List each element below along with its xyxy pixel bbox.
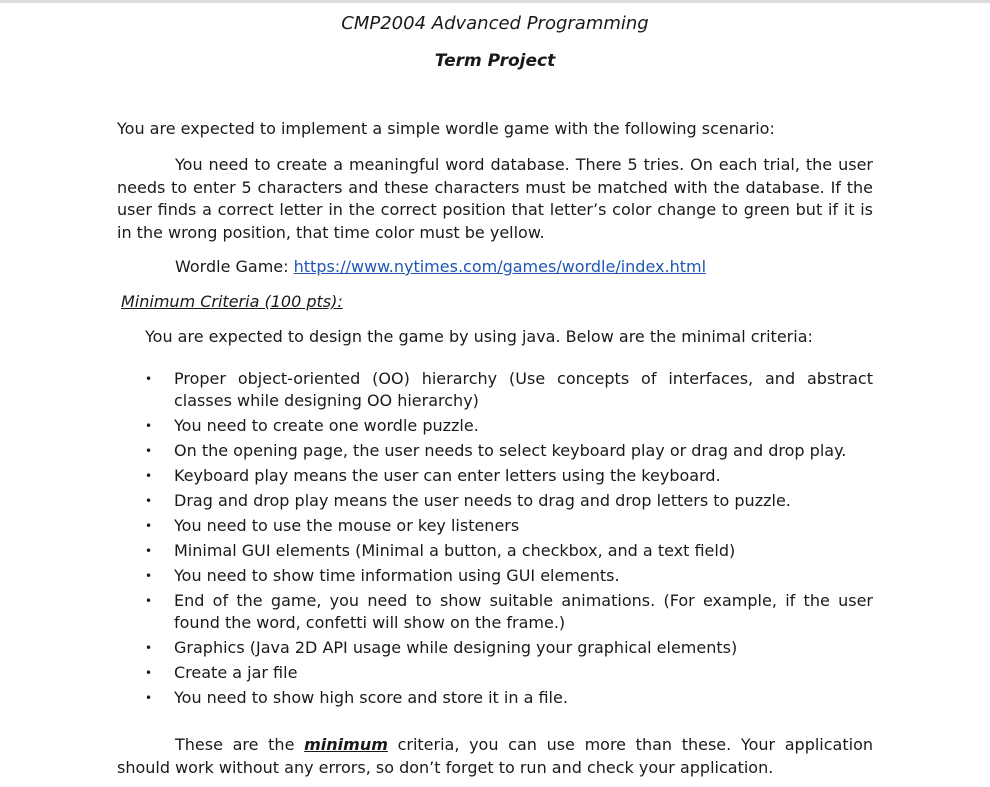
criteria-item: • You need to use the mouse or key listeners	[145, 516, 520, 535]
criteria-item: • You need to show high score and store it in a file.	[145, 688, 568, 707]
criteria-heading: Minimum Criteria (100 pts):	[121, 292, 343, 311]
criteria-item: • You need to show time information using GUI elements.	[145, 566, 620, 585]
bullet-mark: •	[145, 419, 153, 433]
bullet-mark: •	[145, 666, 153, 680]
wordle-label: Wordle Game:	[175, 257, 289, 276]
wordle-reference	[175, 256, 875, 279]
bullet-mark: •	[145, 569, 153, 583]
document-title: CMP2004 Advanced Programming	[341, 13, 649, 34]
closing-paragraph: These are the minimum criteria, you can use more than these. Your application should work without any errors, so don’t forget to run and check your application.	[117, 735, 874, 777]
bullet-mark: •	[145, 519, 153, 533]
criteria-item: • Graphics (Java 2D API usage while designing your graphical elements)	[145, 638, 738, 657]
criteria-item: • Proper object-oriented (OO) hierarchy (Use concepts of interfaces, and abstract classes while designing OO hierarchy)	[145, 369, 873, 410]
criteria-list	[145, 368, 873, 712]
bullet-mark: •	[145, 641, 153, 655]
bullet-mark: •	[145, 544, 153, 558]
bullet-mark: •	[145, 372, 153, 386]
bullet-mark: •	[145, 594, 153, 608]
bullet-mark: •	[145, 469, 153, 483]
criteria-item: • You need to create one wordle puzzle.	[145, 416, 479, 435]
criteria-item: • Create a jar file	[145, 663, 298, 682]
intro-paragraph: You are expected to implement a simple wordle game with the following scenario:	[117, 119, 775, 138]
criteria-intro: You are expected to design the game by using java. Below are the minimal criteria:	[145, 327, 813, 346]
minimum-emphasis: minimum	[304, 735, 388, 754]
criteria-item: • End of the game, you need to show suitable animations. (For example, if the user found the word, confetti will show on the frame.)	[145, 591, 873, 632]
wordle-link[interactable]: https://www.nytimes.com/games/wordle/index.html	[293, 257, 707, 276]
bullet-mark: •	[145, 444, 153, 458]
scenario-paragraph: You need to create a meaningful word database. There 5 tries. On each trial, the user needs to enter 5 characters and these characters must be matched with the database. If the user finds a correct letter in the correct position that letter’s color change to green but if it is in the wrong position, that time color must be yellow.	[117, 155, 873, 242]
document-subtitle: Term Project	[434, 51, 556, 71]
criteria-item: • Drag and drop play means the user needs to drag and drop letters to puzzle.	[145, 491, 791, 510]
criteria-item: • On the opening page, the user needs to select keyboard play or drag and drop play.	[145, 441, 847, 460]
bullet-mark: •	[145, 494, 153, 508]
page-top-border	[0, 0, 990, 3]
criteria-item: • Minimal GUI elements (Minimal a button, a checkbox, and a text field)	[145, 541, 736, 560]
criteria-item: • Keyboard play means the user can enter letters using the keyboard.	[145, 466, 721, 485]
bullet-mark: •	[145, 691, 153, 705]
